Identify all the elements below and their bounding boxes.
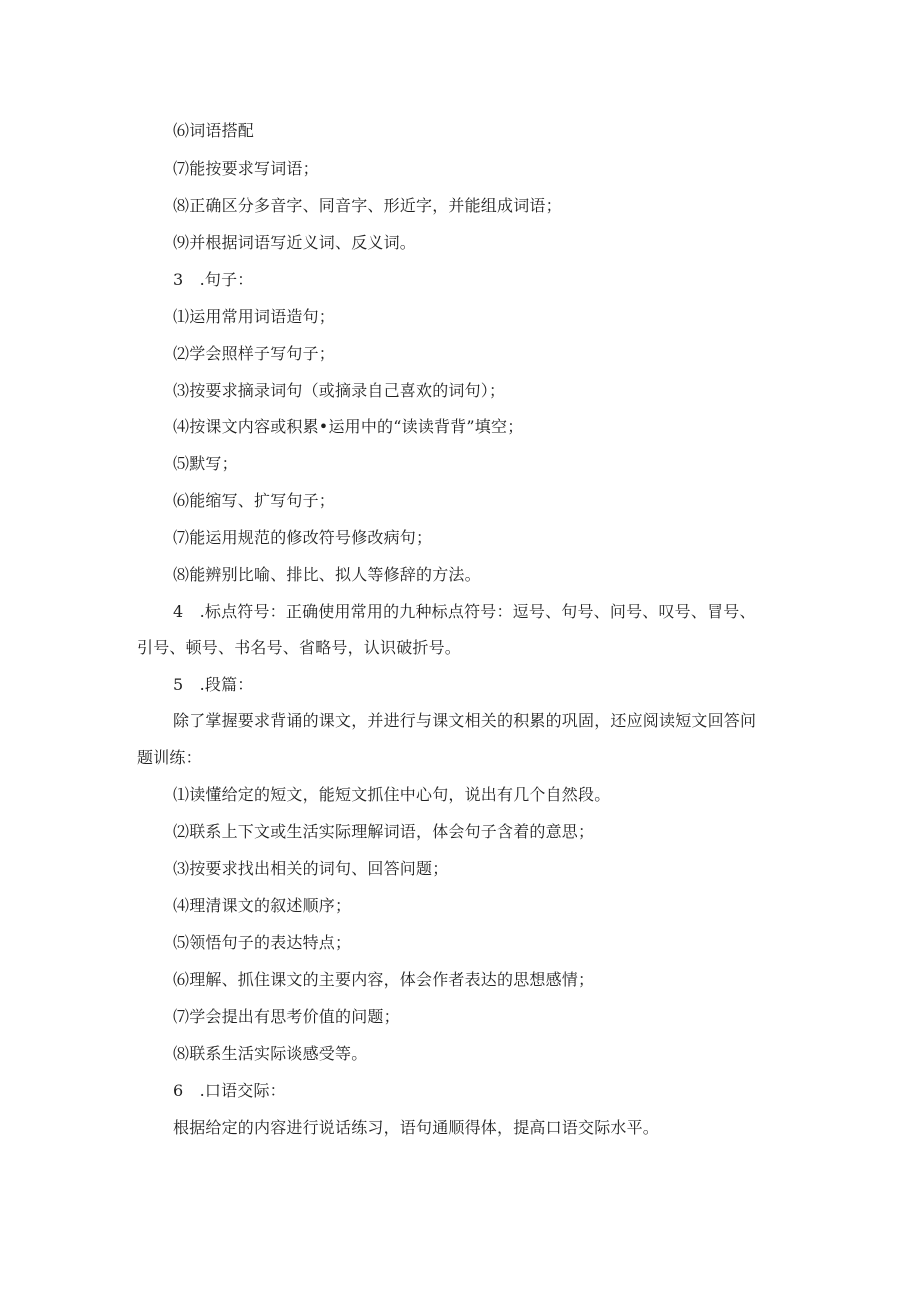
sentence-item-2: ⑵学会照样子写句子；	[173, 344, 336, 363]
passage-item-7: ⑺学会提出有思考价值的问题；	[173, 1007, 400, 1026]
section-6-text: 根据给定的内容进行说话练习，语句通顺得体，提高口语交际水平。	[173, 1118, 660, 1137]
section-4-line-2: 引号、顿号、书名号、省略号，认识破折号。	[137, 638, 462, 657]
passage-item-6: ⑹理解、抓住课文的主要内容，体会作者表达的思想感情；	[173, 970, 595, 989]
passage-item-5: ⑸领悟句子的表达特点；	[173, 933, 352, 952]
passage-item-4: ⑷理清课文的叙述顺序；	[173, 896, 352, 915]
section-4-line-1: 4 .标点符号：正确使用常用的九种标点符号：逗号、句号、问号、叹号、冒号、	[173, 602, 756, 621]
section-6-heading: 6 .口语交际：	[173, 1081, 286, 1100]
vocab-item-7: ⑺能按要求写词语；	[173, 159, 319, 178]
passage-item-8: ⑻联系生活实际谈感受等。	[173, 1044, 368, 1063]
sentence-item-4: ⑷按课文内容或积累•运用中的“读读背背”填空；	[173, 417, 524, 436]
sentence-item-8: ⑻能辨别比喻、排比、拟人等修辞的方法。	[173, 565, 481, 584]
sentence-item-6: ⑹能缩写、扩写句子；	[173, 491, 336, 510]
passage-item-1: ⑴读懂给定的短文，能短文抓住中心句，说出有几个自然段。	[173, 785, 611, 804]
sentence-item-1: ⑴运用常用词语造句；	[173, 307, 336, 326]
section-5-heading: 5 .段篇：	[173, 675, 254, 694]
passage-item-2: ⑵联系上下文或生活实际理解词语，体会句子含着的意思；	[173, 822, 595, 841]
vocab-item-6: ⑹词语搭配	[173, 121, 255, 140]
sentence-item-3: ⑶按要求摘录词句（或摘录自己喜欢的词句）；	[173, 381, 506, 400]
vocab-item-8: ⑻正确区分多音字、同音字、形近字，并能组成词语；	[173, 196, 562, 215]
vocab-item-9: ⑼并根据词语写近义词、反义词。	[173, 233, 417, 252]
sentence-item-7: ⑺能运用规范的修改符号修改病句；	[173, 528, 433, 547]
passage-item-3: ⑶按要求找出相关的词句、回答问题；	[173, 859, 449, 878]
section-5-intro-line-1: 除了掌握要求背诵的课文，并进行与课文相关的积累的巩固，还应阅读短文回答问	[173, 711, 757, 730]
sentence-item-5: ⑸默写；	[173, 454, 238, 473]
section-5-intro-line-2: 题训练：	[137, 748, 202, 767]
section-3-heading: 3 .句子：	[173, 270, 254, 289]
